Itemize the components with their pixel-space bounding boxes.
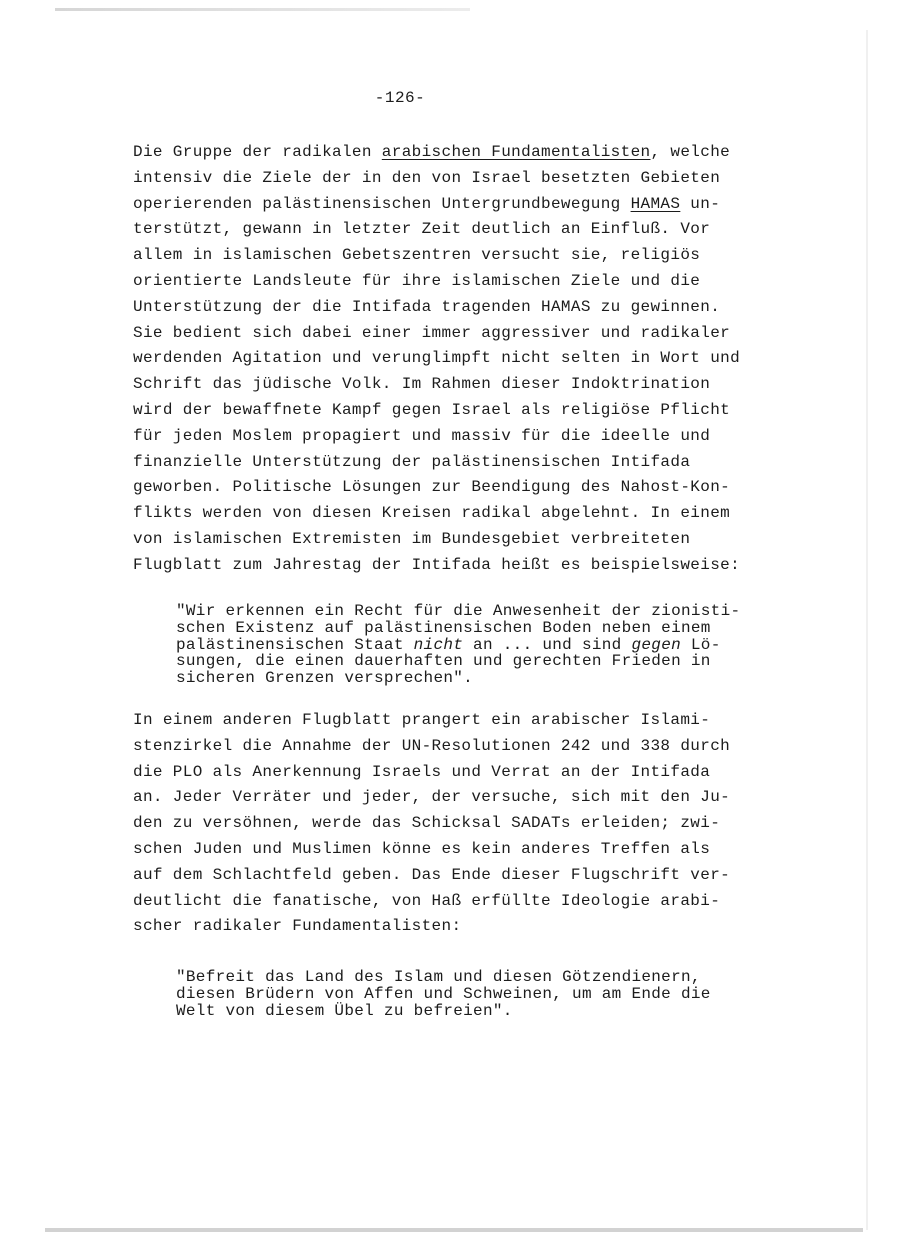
text-line: Die Gruppe der radikalen arabischen Fundamentalisten, welche	[133, 143, 731, 161]
text-line: finanzielle Unterstützung der palästinensischen Intifada	[133, 452, 691, 471]
scan-edge-bottom	[45, 1228, 863, 1232]
quote-line: "Wir erkennen ein Recht für die Anwesenheit der zionisti-	[176, 602, 741, 620]
text-line: stenzirkel die Annahme der UN-Resolutionen 242 und 338 durch	[133, 736, 731, 755]
quote-line: palästinensischen Staat nicht an ... und sind gegen Lö-	[176, 635, 721, 654]
block-quote-1	[176, 603, 776, 687]
text-line: auf dem Schlachtfeld geben. Das Ende dieser Flugschrift ver-	[133, 865, 731, 884]
text-line: für jeden Moslem propagiert und massiv für die ideelle und	[133, 426, 711, 445]
block-quote-2	[176, 969, 776, 1019]
text-line: werdenden Agitation und verunglimpft nicht selten in Wort und	[133, 349, 741, 368]
text-line: orientierte Landsleute für ihre islamischen Ziele und die	[133, 271, 701, 290]
text-line: die PLO als Anerkennung Israels und Verrat an der Intifada	[133, 762, 711, 781]
page-number: -126-	[374, 89, 426, 107]
scan-edge-top	[55, 8, 470, 11]
quote-line: sungen, die einen dauerhaften und gerechten Frieden in	[176, 652, 711, 671]
text-line: Sie bedient sich dabei einer immer aggressiver und radikaler	[133, 323, 731, 342]
emphasized-word: nicht	[413, 635, 464, 654]
scan-edge-right	[866, 30, 868, 1230]
emphasized-word: gegen	[631, 635, 681, 654]
text-line: an. Jeder Verräter und jeder, der versuche, sich mit den Ju-	[133, 788, 731, 807]
text-line: geworben. Politische Lösungen zur Beendigung des Nahost-Kon-	[133, 478, 731, 497]
text-line: allem in islamischen Gebetszentren versucht sie, religiös	[133, 246, 701, 265]
text-line: Flugblatt zum Jahrestag der Intifada heißt es beispielsweise:	[133, 555, 741, 574]
text-line: Unterstützung der die Intifada tragenden HAMAS zu gewinnen.	[133, 297, 721, 316]
text-line: den zu versöhnen, werde das Schicksal SADATs erleiden; zwi-	[133, 814, 721, 833]
text-line: von islamischen Extremisten im Bundesgebiet verbreiteten	[133, 529, 691, 548]
text-line: wird der bewaffnete Kampf gegen Israel als religiöse Pflicht	[133, 400, 731, 419]
text-line: terstützt, gewann in letzter Zeit deutlich an Einfluß. Vor	[133, 220, 711, 239]
quote-line: schen Existenz auf palästinensischen Boden neben einem	[176, 618, 711, 637]
quote-line: sicheren Grenzen versprechen".	[176, 669, 474, 688]
text-line: scher radikaler Fundamentalisten:	[133, 917, 462, 936]
underlined-term: HAMAS	[630, 194, 681, 213]
paragraph-2	[133, 708, 773, 940]
text-line: schen Juden und Muslimen könne es kein anderes Treffen als	[133, 839, 711, 858]
text-line: intensiv die Ziele der in den von Israel besetzten Gebieten	[133, 168, 721, 187]
quote-line: Welt von diesem Übel zu befreien".	[176, 1001, 513, 1020]
text-line: In einem anderen Flugblatt prangert ein arabischer Islami-	[133, 711, 711, 729]
text-line: Schrift das jüdische Volk. Im Rahmen dieser Indoktrination	[133, 375, 711, 394]
text-line: operierenden palästinensischen Untergrundbewegung HAMAS un-	[133, 194, 721, 213]
text-line: deutlicht die fanatische, von Haß erfüllte Ideologie arabi-	[133, 891, 721, 910]
paragraph-1	[133, 140, 773, 579]
text-line: flikts werden von diesen Kreisen radikal abgelehnt. In einem	[133, 504, 731, 523]
quote-line: "Befreit das Land des Islam und diesen Götzendienern,	[176, 968, 701, 986]
quote-line: diesen Brüdern von Affen und Schweinen, um am Ende die	[176, 984, 711, 1003]
underlined-term: arabischen Fundamentalisten	[381, 143, 651, 161]
